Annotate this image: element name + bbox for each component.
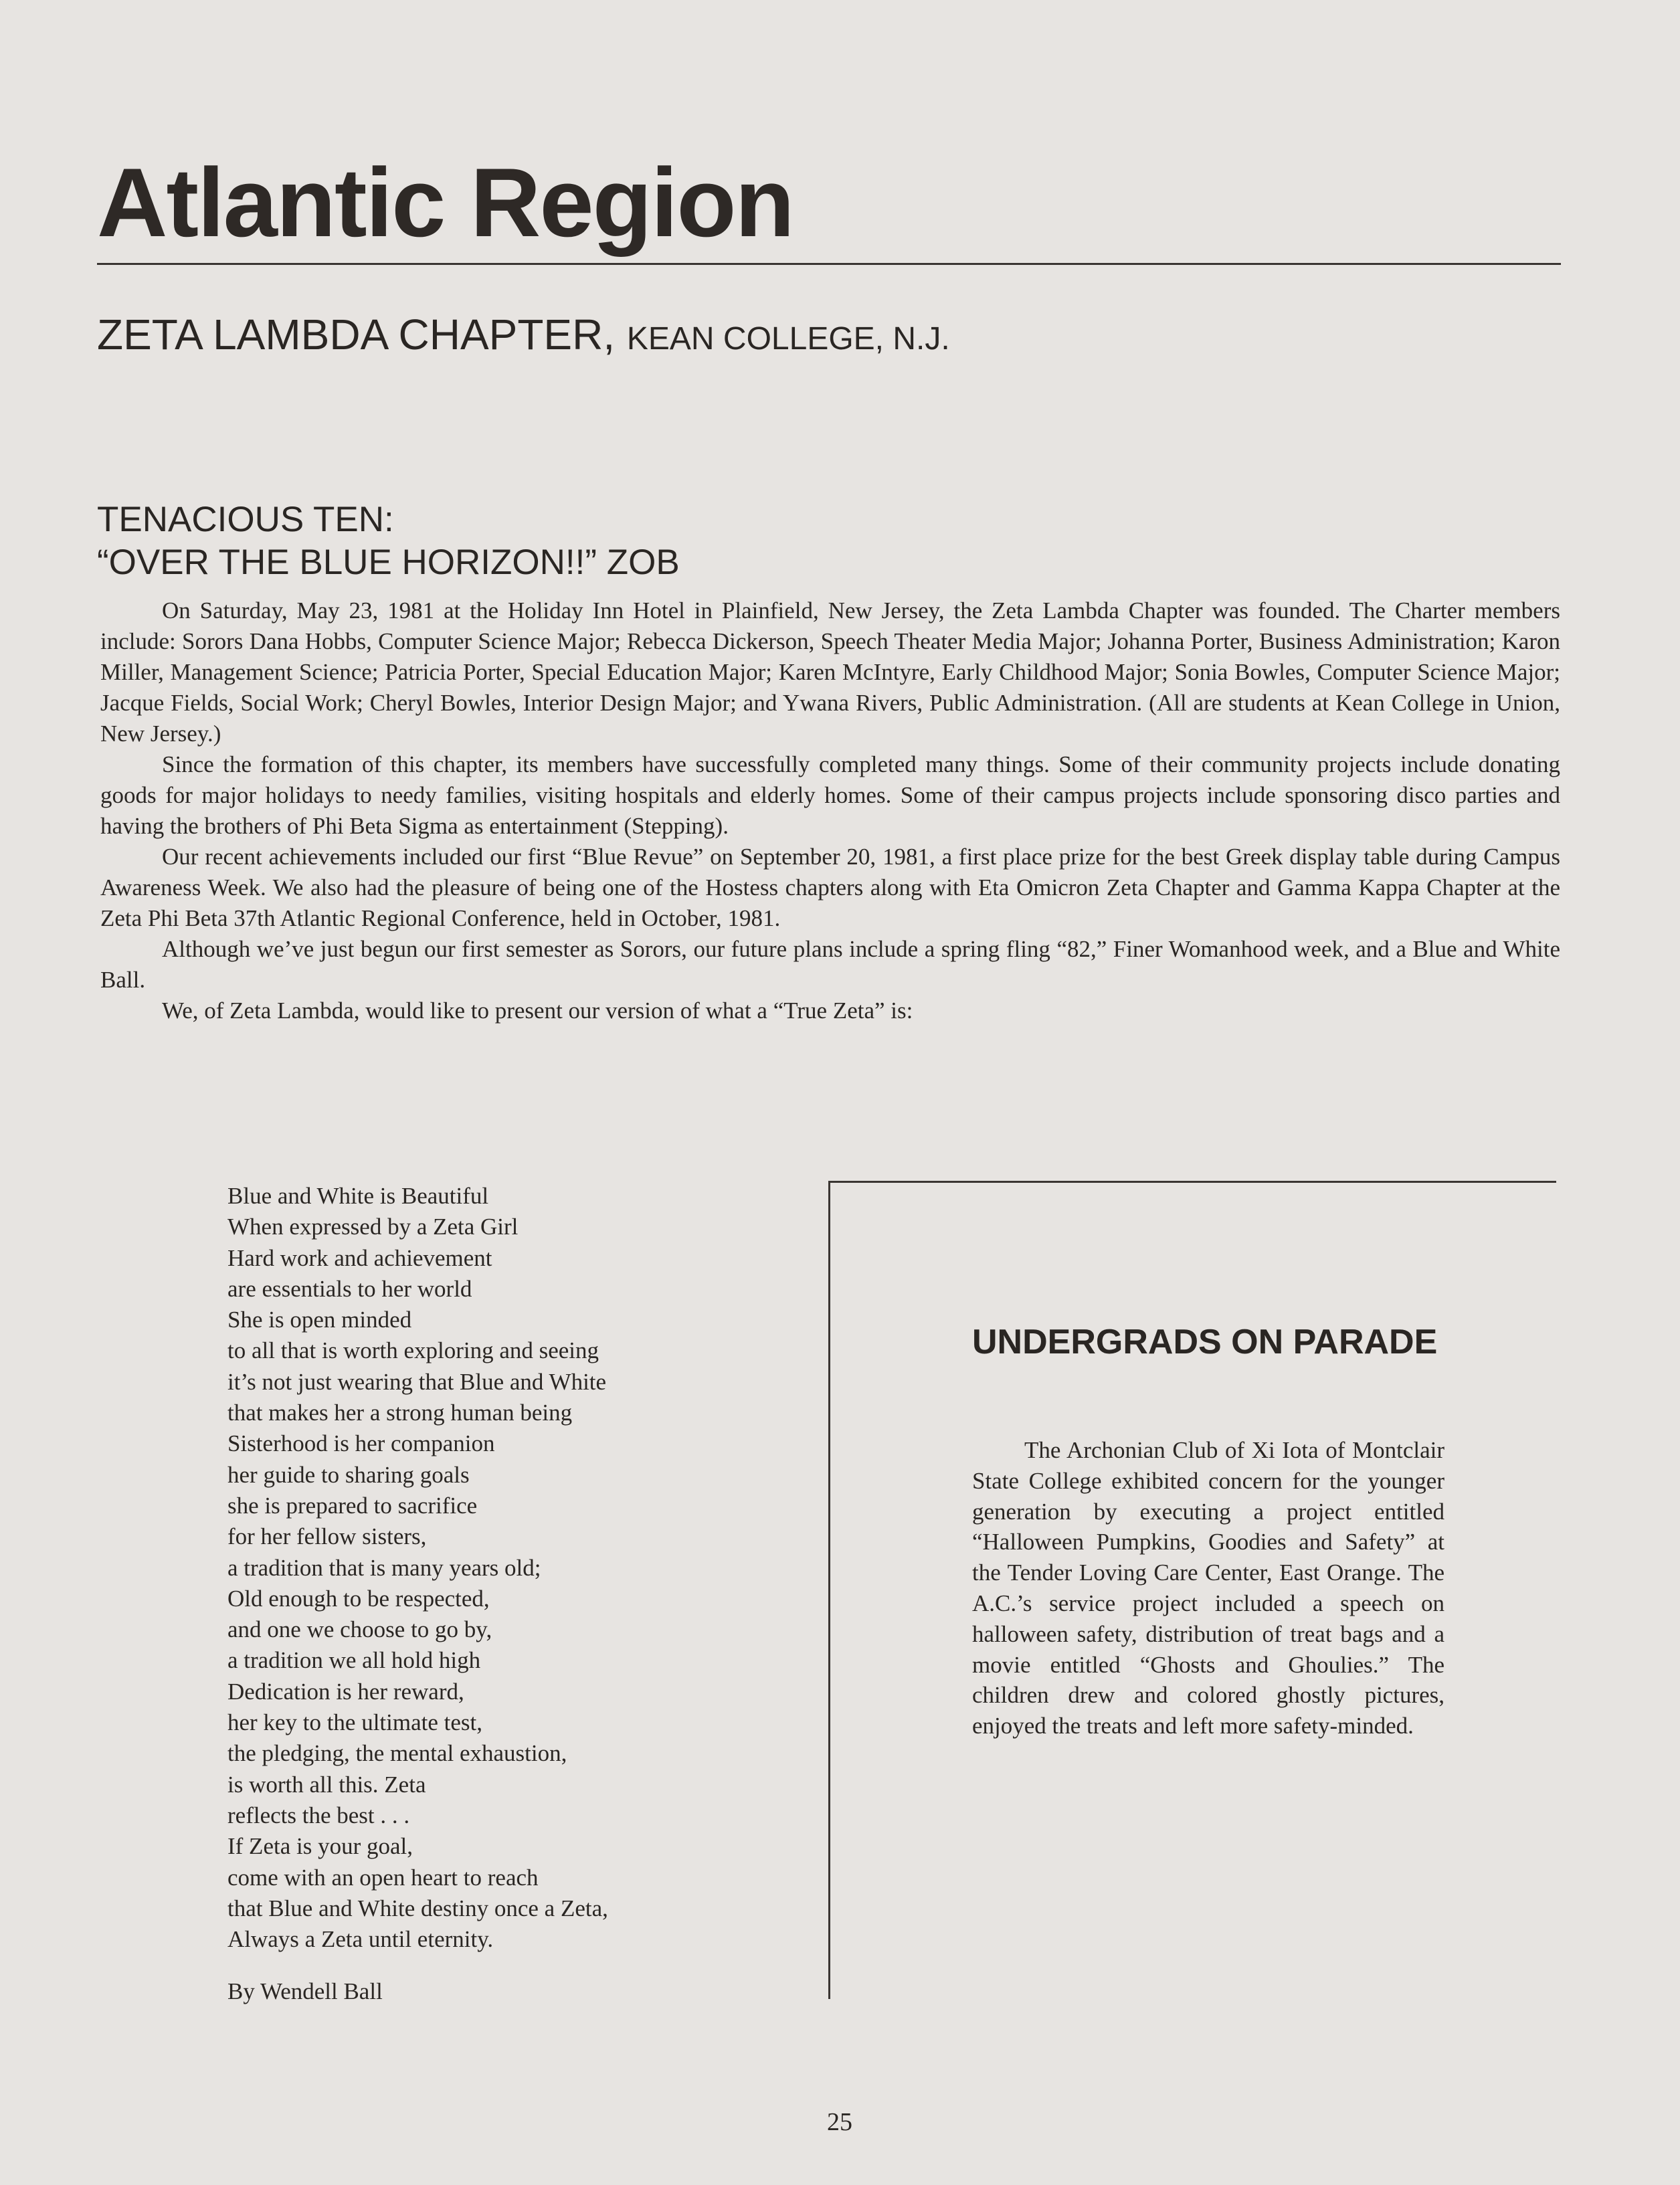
poem-line: Blue and White is Beautiful (227, 1183, 489, 1209)
poem-line: to all that is worth exploring and seeing (227, 1337, 599, 1364)
sidebar-paragraph: The Archonian Club of Xi Iota of Montclair State College exhibited concern for the younger generation by executing a project entitled “Halloween Pumpkins, Goodies and Safety” at the Tender Loving Care Center, East Orange. The A.C.’s service project included a speech on halloween safety, distribution of treat bags and a movie entitled “Ghosts and Ghoulies.” The children drew and colored ghostly pictures, enjoyed the treats and left more safety-minded. (972, 1437, 1444, 1739)
poem (227, 1181, 816, 2008)
article-paragraph: Since the formation of this chapter, its members have successfully completed many things. Some of their community projects include donating goods for major holidays to needy families, visiting hospitals and elderly homes. Some of their campus projects include sponsoring disco parties and having the brothers of Phi Beta Sigma as entertainment (Stepping). (100, 751, 1560, 839)
chapter-heading (97, 311, 950, 358)
region-title: Atlantic Region (97, 148, 794, 257)
poem-line: her key to the ultimate test, (227, 1709, 483, 1736)
article-headline-line-2: “OVER THE BLUE HORIZON!!” ZOB (97, 543, 680, 582)
sidebar-body (972, 1435, 1444, 1741)
poem-line: it’s not just wearing that Blue and White (227, 1368, 607, 1395)
title-rule (97, 263, 1561, 265)
poem-line: come with an open heart to reach (227, 1864, 539, 1891)
poem-line: her guide to sharing goals (227, 1461, 470, 1488)
article-paragraph: Although we’ve just begun our first semester as Sorors, our future plans include a spring fling “82,” Finer Womanhood week, and a Blue and White Ball. (100, 936, 1560, 993)
article-paragraph: Our recent achievements included our first “Blue Revue” on September 20, 1981, a first place prize for the best Greek display table during Campus Awareness Week. We also had the pleasure of being one of the Hostess chapters along with Eta Omicron Zeta Chapter and Gamma Kappa Chapter at the Zeta Phi Beta 37th Atlantic Regional Conference, held in October, 1981. (100, 844, 1560, 931)
poem-line: are essentials to her world (227, 1275, 472, 1302)
poem-line: that makes her a strong human being (227, 1400, 573, 1426)
poem-line: Hard work and achievement (227, 1244, 492, 1271)
chapter-school: KEAN COLLEGE, N.J. (626, 321, 950, 357)
poem-byline: By Wendell Ball (227, 1978, 383, 2005)
poem-line: Old enough to be respected, (227, 1585, 490, 1612)
poem-line: Always a Zeta until eternity. (227, 1926, 494, 1953)
poem-line: reflects the best . . . (227, 1802, 410, 1828)
article-paragraph: We, of Zeta Lambda, would like to present our version of what a “True Zeta” is: (162, 998, 913, 1024)
article-headline-line-1: TENACIOUS TEN: (97, 500, 394, 539)
poem-line: a tradition that is many years old; (227, 1554, 541, 1581)
poem-line: When expressed by a Zeta Girl (227, 1214, 519, 1240)
poem-line: Dedication is her reward, (227, 1678, 464, 1705)
article-headline (97, 498, 680, 584)
article-body (100, 595, 1560, 1026)
poem-line: She is open minded (227, 1307, 412, 1333)
chapter-name: ZETA LAMBDA CHAPTER, (97, 310, 616, 359)
poem-line: she is prepared to sacrifice (227, 1492, 478, 1519)
poem-line: and one we choose to go by, (227, 1616, 492, 1643)
poem-line: that Blue and White destiny once a Zeta, (227, 1895, 608, 1921)
poem-line: the pledging, the mental exhaustion, (227, 1740, 567, 1767)
article-paragraph: On Saturday, May 23, 1981 at the Holiday Inn Hotel in Plainfield, New Jersey, the Zeta Lambda Chapter was founded. The Charter members include: Sorors Dana Hobbs, Computer Science Major; Rebecca Dickerson, Speech Theater Media Major; Johanna Porter, Business Administration; Karon Miller, Management Science; Patricia Porter, Special Education Major; Karen McIntyre, Early Childhood Major; Sonia Bowles, Computer Science Major; Jacque Fields, Social Work; Cheryl Bowles, Interior Design Major; and Ywana Rivers, Public Administration. (All are students at Kean College in Union, New Jersey.) (100, 597, 1560, 747)
page-number: 25 (827, 2108, 852, 2136)
poem-line: for her fellow sisters, (227, 1523, 427, 1550)
poem-line: If Zeta is your goal, (227, 1833, 413, 1860)
poem-line: is worth all this. Zeta (227, 1771, 426, 1798)
poem-line: a tradition we all hold high (227, 1647, 481, 1674)
sidebar-headline: UNDERGRADS ON PARADE (972, 1323, 1438, 1361)
poem-line: Sisterhood is her companion (227, 1430, 495, 1457)
